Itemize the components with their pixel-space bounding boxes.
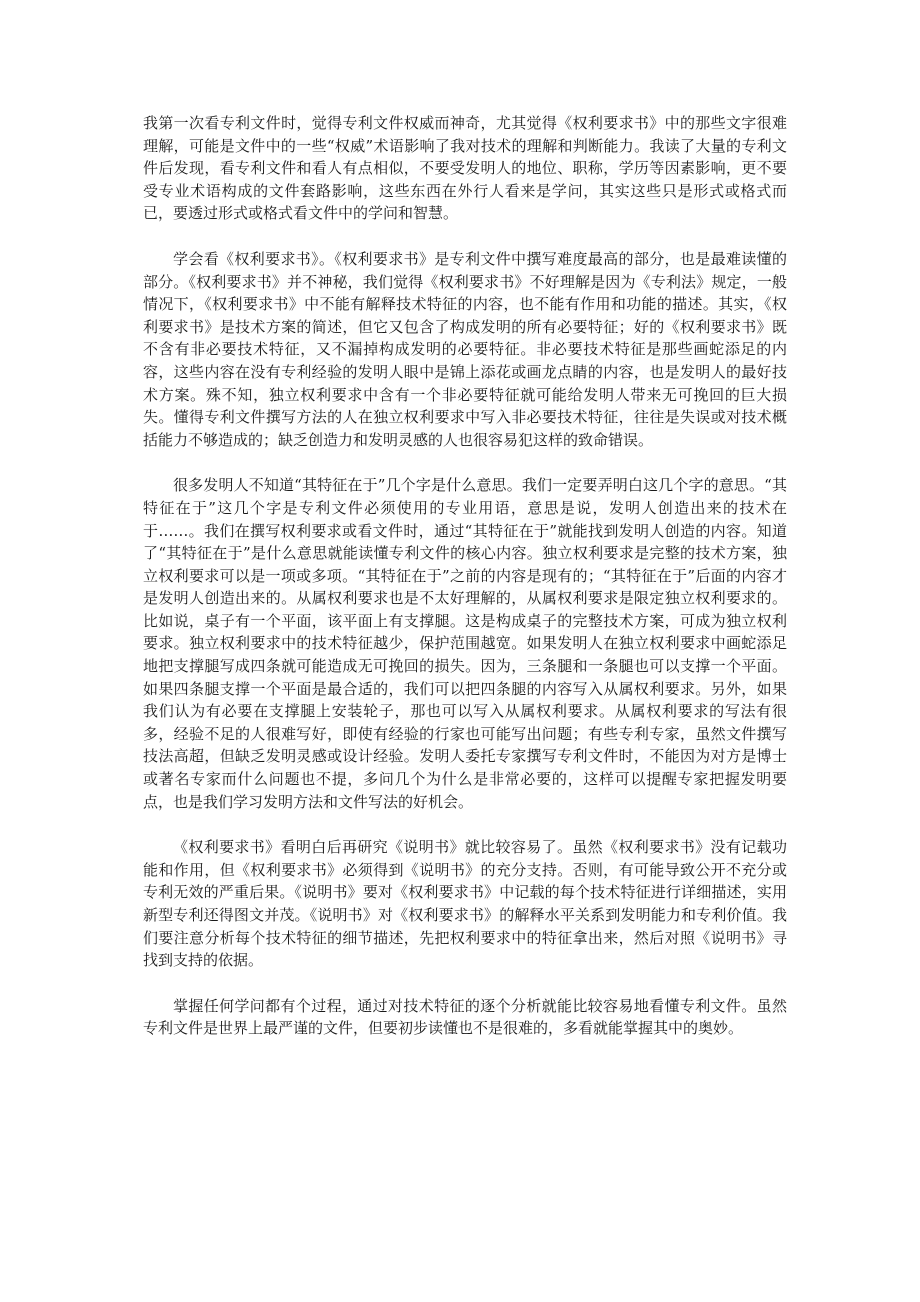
paragraph-2: 学会看《权利要求书》。《权利要求书》是专利文件中撰写难度最高的部分，也是最难读懂的部分。《权利要求书》并不神秘，我们觉得《权利要求书》不好理解是因为《专利法》规定，一般情况下，《权利要求书》中不能有解释技术特征的内容，也不能有作用和功能的描述。其实，《权利要求书》是技术方案的简述，但它又包含了构成发明的所有必要特征；好的《权利要求书》既不含有非必要技术特征，又不漏掉构成发明的必要特征。非必要技术特征是那些画蛇添足的内容，这些内容在没有专利经验的发明人眼中是锦上添花或画龙点睛的内容，也是发明人的最好技术方案。殊不知，独立权利要求中含有一个非必要特征就可能给发明人带来无可挽回的巨大损失。懂得专利文件撰写方法的人在独立权利要求中写入非必要技术特征，往往是失误或对技术概括能力不够造成的；缺乏创造力和发明灵感的人也很容易犯这样的致命错误。 <box>143 249 787 449</box>
paragraph-4: 《权利要求书》看明白后再研究《说明书》就比较容易了。虽然《权利要求书》没有记载功能和作用，但《权利要求书》必须得到《说明书》的充分支持。否则，有可能导致公开不充分或专利无效的严重后果。《说明书》要对《权利要求书》中记载的每个技术特征进行详细描述，实用新型专利还得图文并茂。《说明书》对《权利要求书》的解释水平关系到发明能力和专利价值。我们要注意分析每个技术特征的细节描述，先把权利要求中的特征拿出来，然后对照《说明书》寻找到支持的依据。 <box>143 838 787 970</box>
paragraph-1: 我第一次看专利文件时，觉得专利文件权威而神奇，尤其觉得《权利要求书》中的那些文字很难理解，可能是文件中的一些“权威”术语影响了我对技术的理解和判断能力。我读了大量的专利文件后发现，看专利文件和看人有点相似，不要受发明人的地位、职称，学历等因素影响，更不要受专业术语构成的文件套路影响，这些东西在外行人看来是学问，其实这些只是形式或格式而已，要透过形式或格式看文件中的学问和智慧。 <box>143 114 787 223</box>
paragraph-5: 掌握任何学问都有个过程，通过对技术特征的逐个分析就能比较容易地看懂专利文件。虽然专利文件是世界上最严谨的文件，但要初步读懂也不是很难的，多看就能掌握其中的奥妙。 <box>143 996 787 1038</box>
document-body <box>143 112 787 1063</box>
paragraph-3: 很多发明人不知道“其特征在于”几个字是什么意思。我们一定要弄明白这几个字的意思。“其特征在于”这几个字是专利文件必须使用的专业用语，意思是说，发明人创造出来的技术在于……。我们在撰写权利要求或看文件时，通过“其特征在于”就能找到发明人创造的内容。知道了“其特征在于”是什么意思就能读懂专利文件的核心内容。独立权利要求是完整的技术方案，独立权利要求可以是一项或多项。“其特征在于”之前的内容是现有的；“其特征在于”后面的内容才是发明人创造出来的。从属权利要求也是不太好理解的，从属权利要求是限定独立权利要求的。比如说，桌子有一个平面，该平面上有支撑腿。这是构成桌子的完整技术方案，可成为独立权利要求。独立权利要求中的技术特征越少，保护范围越宽。如果发明人在独立权利要求中画蛇添足地把支撑腿写成四条就可能造成无可挽回的损失。因为，三条腿和一条腿也可以支撑一个平面。如果四条腿支撑一个平面是最合适的，我们可以把四条腿的内容写入从属权利要求。另外，如果我们认为有必要在支撑腿上安装轮子，那也可以写入从属权利要求。从属权利要求的写法有很多，经验不足的人很难写好，即使有经验的行家也可能写出问题；有些专利专家，虽然文件撰写技法高超，但缺乏发明灵感或设计经验。发明人委托专家撰写专利文件时，不能因为对方是博士或著名专家而什么问题也不提，多问几个为什么是非常必要的，这样可以提醒专家把握发明要点，也是我们学习发明方法和文件写法的好机会。 <box>143 476 787 811</box>
